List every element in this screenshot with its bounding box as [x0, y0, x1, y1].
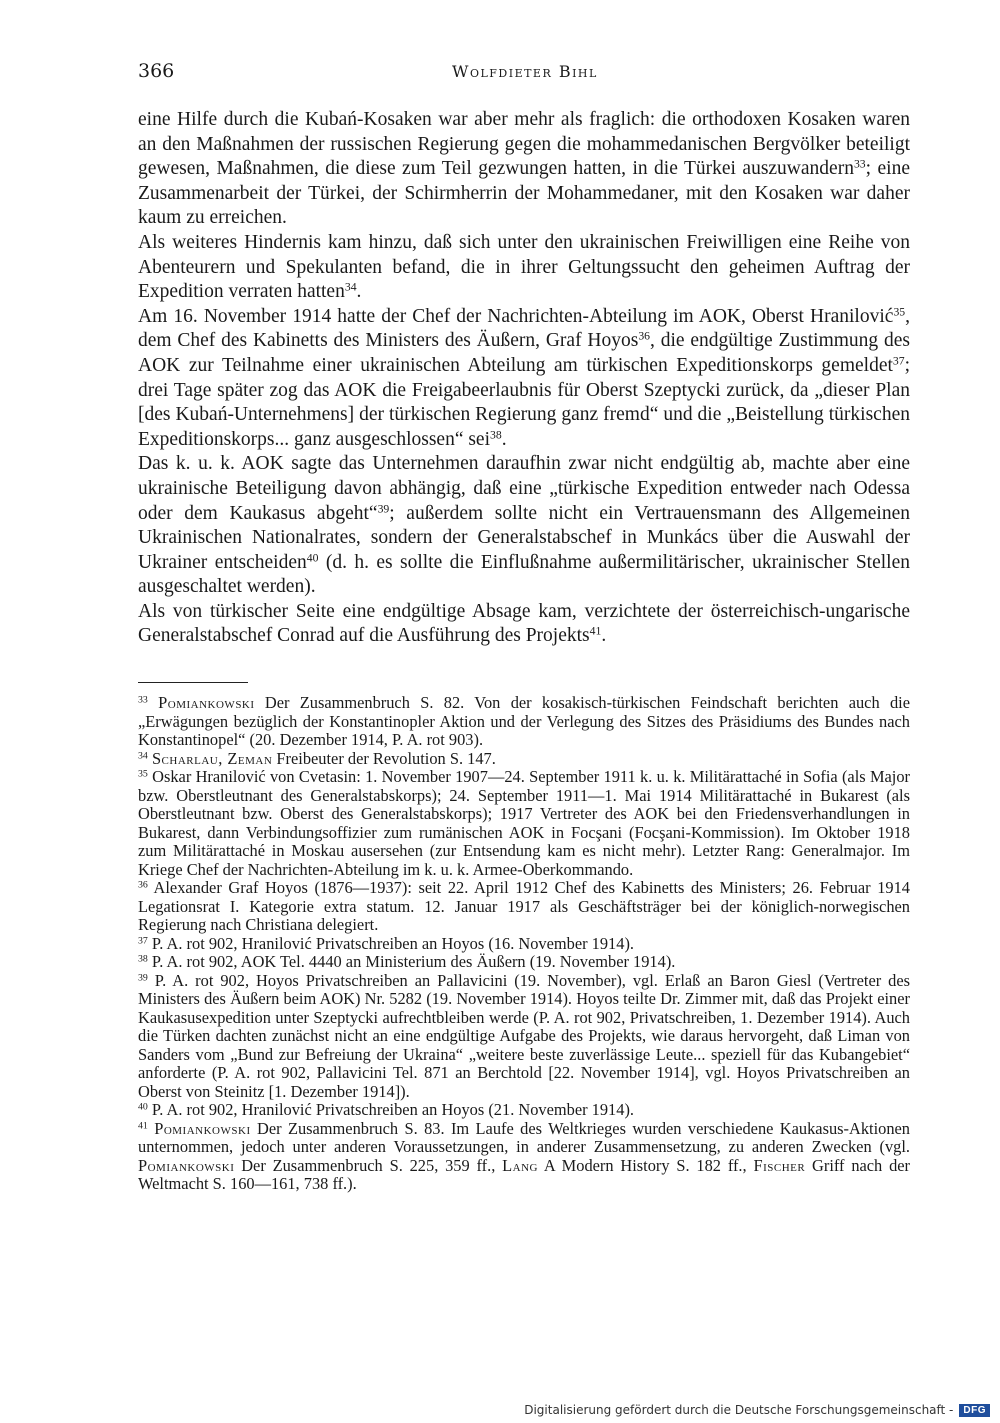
paragraph: Am 16. November 1914 hatte der Chef der Nachrichten-Abteilung im AOK, Oberst Hranilović$^{35}$, dem Chef des Kabinetts des Ministers des Äußern, Graf Hoyos$^{36}$, die endgültige Zustimmung des AOK zur Teilnahme einer ukrainischen Abteilung am türkischen Expeditionskorps gemeldet$^{37}$; drei Tage später zog das AOK die Freigabeerlaubnis für Oberst Szeptycki zurück, da „dieser Plan [des Kubań-Unternehmens] der türkischen Regierung ganz fremd“ und die „Beistellung türkischen Expeditionskorps... ganz ausgeschlossen“ sei$^{38}$.: [138, 305, 910, 450]
footnote-41: $^{41}$ Pomiankowski Der Zusammenbruch S. 83. Im Laufe des Weltkrieges wurden verschiedene Kaukasus-Aktionen unternommen, jedoch unter anderen Voraussetzungen, in anderer Zusammensetzung, zu anderen Zwecken (vgl. Pomiankowski Der Zusammenbruch S. 225, 359 ff., Lang A Modern History S. 182 ff., Fischer Griff nach der Weltmacht S. 160—161, 738 ff.).: [138, 1118, 911, 1193]
paragraph: eine Hilfe durch die Kubań-Kosaken war aber mehr als fraglich: die orthodoxen Kosaken waren an den Maßnahmen der russischen Regierung gegen die mohammedanischen Bergvölker beteiligt gewesen, Maßnahmen, die diese zum Teil gezwungen hatten, in die Türkei auszuwandern$^{33}$; eine Zusammenarbeit der Türkei, der Schirmherrin der Mohammedaner, mit den Kosaken war daher kaum zu erreichen.: [138, 109, 910, 229]
footnote-ref[interactable]: 38: [490, 428, 502, 442]
main-text: [138, 108, 910, 649]
footnote-37: $^{37}$ P. A. rot 902, Hranilović Privatschreiben an Hoyos (16. November 1914).: [138, 933, 634, 953]
footnote-39: $^{39}$ P. A. rot 902, Hoyos Privatschreiben an Pallavicini (19. November), vgl. Erlaß an Baron Giesl (Vertreter des Ministers des Äußern beim AOK) Nr. 5282 (19. November 1914). Hoyos teilte Dr. Zimmer mit, daß das Projekt einer Kaukasusexpedition unter Szeptycki aufrechtbleiben werde (P. A. rot 902, Privatschreiben, 1. Dezember 1914). Auch die Türken dachten zunächst nicht an eine endgültige Aufgabe des Projekts, wie daraus hervorgeht, daß Liman von Sanders vom „Bund zur Befreiung der Ukraina“ „weitere beste zuverlässige Leute... speziell für das Kubangebiet“ anforderte (P. A. rot 902, Pallavicini Tel. 871 an Berchtold [22. November 1914], vgl. Hoyos Privatschreiben an Oberst von Steinitz [1. Dezember 1914]).: [138, 970, 910, 1101]
footnote-40: $^{40}$ P. A. rot 902, Hranilović Privatschreiben an Hoyos (21. November 1914).: [138, 1100, 634, 1119]
paragraph: Als von türkischer Seite eine endgültige Absage kam, verzichtete der österreichisch-ungarische Generalstabschef Conrad auf die Ausführung des Projekts$^{41}$.: [138, 600, 910, 647]
footnote-ref[interactable]: 40: [306, 551, 319, 565]
footnote-ref[interactable]: 41: [589, 625, 602, 639]
page-number: 366: [138, 60, 175, 82]
footnote-ref[interactable]: 39: [377, 502, 390, 516]
page-header: [138, 60, 910, 88]
footnote-ref[interactable]: 37: [892, 354, 905, 368]
digitization-footer: [524, 1403, 990, 1417]
footnote-ref[interactable]: 36: [638, 329, 650, 343]
dfg-credit: Digitalisierung gefördert durch die Deutsche Forschungsgemeinschaft -: [524, 1403, 954, 1417]
footnote-38: $^{38}$ P. A. rot 902, AOK Tel. 4440 an Ministerium des Äußern (19. November 1914).: [138, 952, 676, 971]
footnote-36: $^{36}$ Alexander Graf Hoyos (1876—1937): seit 22. April 1912 Chef des Kabinetts des Ministers; 26. Februar 1914 Legationsrat I. Kategorie extra statum. 12. Januar 1917 als Geschäftsträger bei der königlich-norwegischen Regierung nach Christiana delegiert.: [138, 878, 910, 934]
footnotes: [138, 694, 910, 1194]
footnote-34: $^{34}$ Scharlau, Zeman Freibeuter der Revolution S. 147.: [138, 748, 496, 768]
footnote-ref[interactable]: 35: [893, 305, 906, 319]
dfg-logo-icon: DFG: [959, 1404, 990, 1417]
footnote-divider: [138, 682, 248, 683]
footnote-35: $^{35}$ Oskar Hranilović von Cvetasin: 1. November 1907—24. September 1911 k. u. k. Militärattaché in Sofia (als Major bzw. Oberstleutnant des Generalstabskorps); 24. September 1911—1. Mai 1914 Militärattaché in Bukarest (als Oberstleutnant bzw. Oberst des Generalstabskorps); 1917 Vertreter des AOK bei den Friedensverhandlungen in Bukarest, dann Verbindungsoffizier zum rumänischen AOK in Focşani (Focşani-Kommission). Im Oktober 1918 zum Militärattaché in Moskau ausersehen (zur Entsendung kam es nicht mehr). Letzter Rang: Generalmajor. Im Kriege Chef der Nachrichten-Abteilung im k. u. k. Armee-Oberkommando.: [138, 767, 910, 879]
footnote-33: $^{33}$ Pomiankowski Der Zusammenbruch S. 82. Von der kosakisch-türkischen Feindschaft berichten auch die „Erwägungen bezüglich der Konstantinopler Aktion und der Verlegung des Sitzes des Präsidiums des Bundes nach Konstantinopel“ (20. Dezember 1914, P. A. rot 903).: [138, 693, 910, 749]
paragraph: Das k. u. k. AOK sagte das Unternehmen daraufhin zwar nicht endgültig ab, machte aber eine ukrainische Beteiligung davon abhängig, daß eine „türkische Expedition entweder nach Odessa oder dem Kaukasus abgeht“$^{39}$; außerdem sollte nicht ein Vertrauensmann des Allgemeinen Ukrainischen Nationalrates, sondern der Generalstabschef in Munkács über die Auswahl der Ukrainer entscheiden$^{40}$ (d. h. es sollte die Einflußnahme außermilitärischer, ukrainischer Stellen ausgeschaltet werden).: [138, 453, 911, 598]
footnote-ref[interactable]: 34: [344, 280, 357, 294]
paragraph: Als weiteres Hindernis kam hinzu, daß sich unter den ukrainischen Freiwilligen eine Reihe von Abenteurern und Spekulanten befand, die in ihrer Geltungssucht den geheimen Auftrag der Expedition verraten hatten$^{34}$.: [138, 231, 910, 303]
footnote-ref[interactable]: 33: [853, 157, 866, 171]
running-head: Wolfdieter Bihl: [452, 62, 598, 81]
